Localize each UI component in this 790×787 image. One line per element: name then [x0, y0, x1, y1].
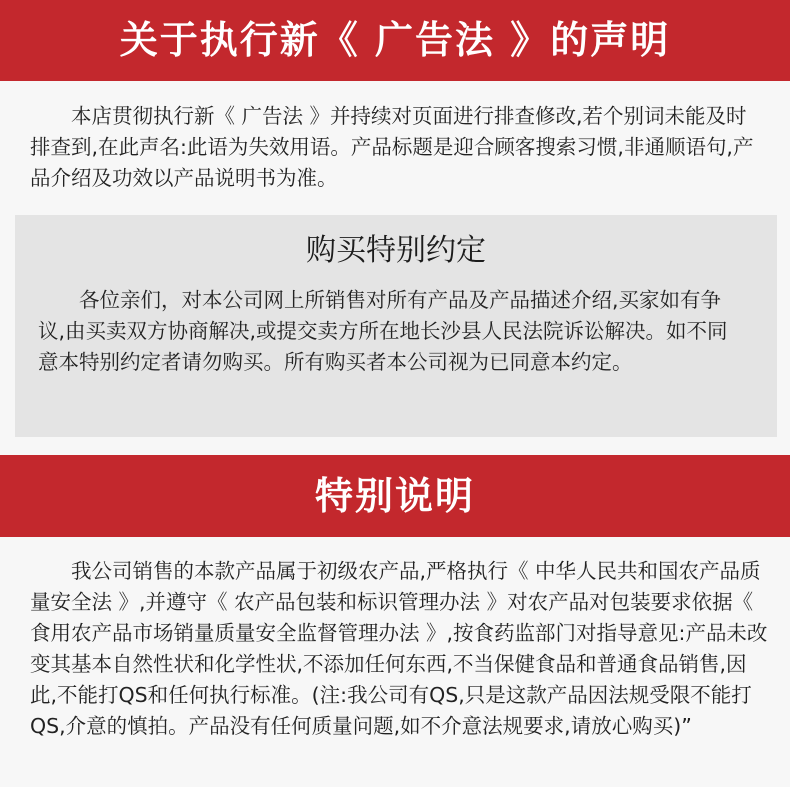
special-note-text: 我公司销售的本款产品属于初级农产品,严格执行《 中华人民共和国农产品质量安全法 》,并遵守《 农产品包装和标识管理办法 》对农产品对包装要求依据《 食用农产品市场销量质量安全监督管理办法 》,按食药监部门对指导意见:产品未改变其基本自然性状和化学性状,不添加任何东西,不当保健食品和普通食品销售,因此,不能打QS和任何执行标准。(注:我公司有QS,只是这款产品因法规受限不能打QS,介意的慎拍。产品没有任何质量问题,如不介意法规要求,请放心购买)” [30, 559, 768, 738]
purchase-agreement-title: 购买特别约定 [306, 233, 486, 268]
advertising-law-notice: 本店贯彻执行新《 广告法 》并持续对页面进行排查修改,若个别词未能及时排查到,在此声名:此语为失效用语。产品标题是迎合顾客搜索习惯,非通顺语句,产品介绍及功效以产品说明书为准。 [30, 104, 754, 190]
header-title: 关于执行新《 广告法 》的声明 [119, 18, 671, 62]
purchase-agreement-box [15, 215, 777, 437]
header-banner [0, 0, 790, 81]
purchase-agreement-text: 各位亲们，对本公司网上所销售对所有产品及产品描述介绍,买家如有争议,由买卖双方协商解决,或提交卖方所在地长沙县人民法院诉讼解决。如不同意本特别约定者请勿购买。所有购买者本公司视为已同意本约定。 [38, 288, 728, 374]
special-note-title: 特别说明 [314, 474, 475, 518]
special-note-banner [0, 455, 790, 537]
